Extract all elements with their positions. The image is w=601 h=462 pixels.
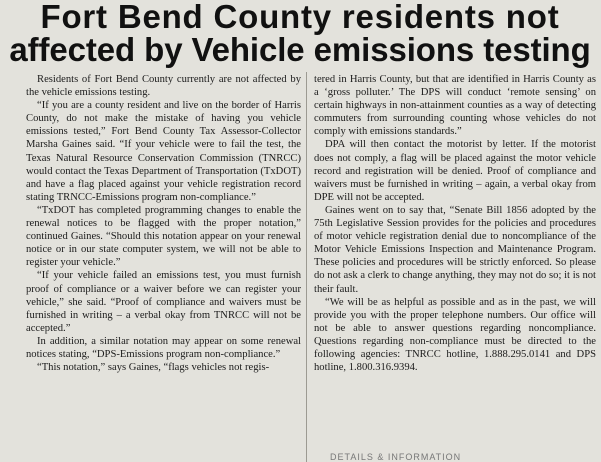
paragraph-intro: Residents of Fort Bend County currently are not affected by the vehicle emissions testing. — [26, 74, 301, 99]
paragraph-dps-notation: In addition, a similar notation may appear on some renewal notices stating, “DPS-Emissions program non-compliance.” — [26, 335, 301, 360]
right-column — [314, 73, 596, 374]
headline-line-2: affected by Vehicle emissions testing — [9, 31, 591, 68]
paragraph-gaines-quote: “If you are a county resident and live on the border of Harris County, do not make the mistake of having you vehicle emissions tested,” Fort Bend County Tax Assessor-Collector Marsha Gaines said. “If your vehicle were to fail the test, the Texas Natural Resource Conservation Commission (TNRCC) would contact the Texas Department of Transportation (TxDOT) and have a flag placed against your vehicle registration record stating TRNCC-Emissions program non-compliance.” — [26, 100, 301, 203]
paragraph-txdot: “TxDOT has completed programming changes to enable the renewal notices to be flagged with the proper notation,” continued Gaines. “Should this notation appear on your renewal notice or in our state computer system, we will not be able to register your vehicle.” — [26, 204, 301, 269]
column-divider — [306, 72, 307, 462]
cut-off-footer-text: DETAILS & INFORMATION — [330, 452, 462, 462]
paragraph-failed-test: “If your vehicle failed an emissions test, you must furnish proof of compliance or a waiver before we can register your vehicle,” she said. “Proof of compliance and waivers must be furnished in writing – a verbal okay from TNRCC will not be accepted.” — [26, 270, 301, 334]
left-column — [26, 73, 301, 374]
paragraph-continuation: tered in Harris County, but that are identified in Harris County as a ‘gross polluter.’ The DPS will conduct ‘remote sensing’ on certain highways in non-attainment counties as a way of detecting commuters from surrounding counting whose vehicles do not comply with emissions standards.” — [314, 74, 596, 138]
paragraph-dpa-letter: DPA will then contact the motorist by letter. If the motorist does not comply, a flag will be placed against the motor vehicle record and registration will be denied. Proof of compliance and waivers must be furnished in writing – again, a verbal okay from DPE will not be accepted. — [314, 139, 596, 203]
paragraph-senate-bill: Gaines went on to say that, “Senate Bill 1856 adopted by the 75th Legislative Session provides for the policies and procedures of motor vehicle registration denial due to noncompliance of the Motor Vehicle Emissions Inspection and Maintenance Program. These policies and procedures will be strictly enforced. So please do not ask a clerk to change anything, they may not do so; it is not their fault. — [314, 204, 596, 295]
paragraph-hotlines: “We will be as helpful as possible and as in the past, we will provide you with the proper telephone numbers. Our office will not be able to answer questions regarding noncompliance. Questions regarding non-compliance must be directed to the following agencies: TNRCC hotline, 1.888.295.0141 and DPS hotline, 1.800.316.9394. — [314, 296, 596, 374]
headline — [4, 0, 596, 66]
headline-line-1: Fort Bend County residents not — [40, 0, 560, 35]
paragraph-notation-flags: “This notation,” says Gaines, “flags vehicles not regis- — [37, 362, 270, 374]
